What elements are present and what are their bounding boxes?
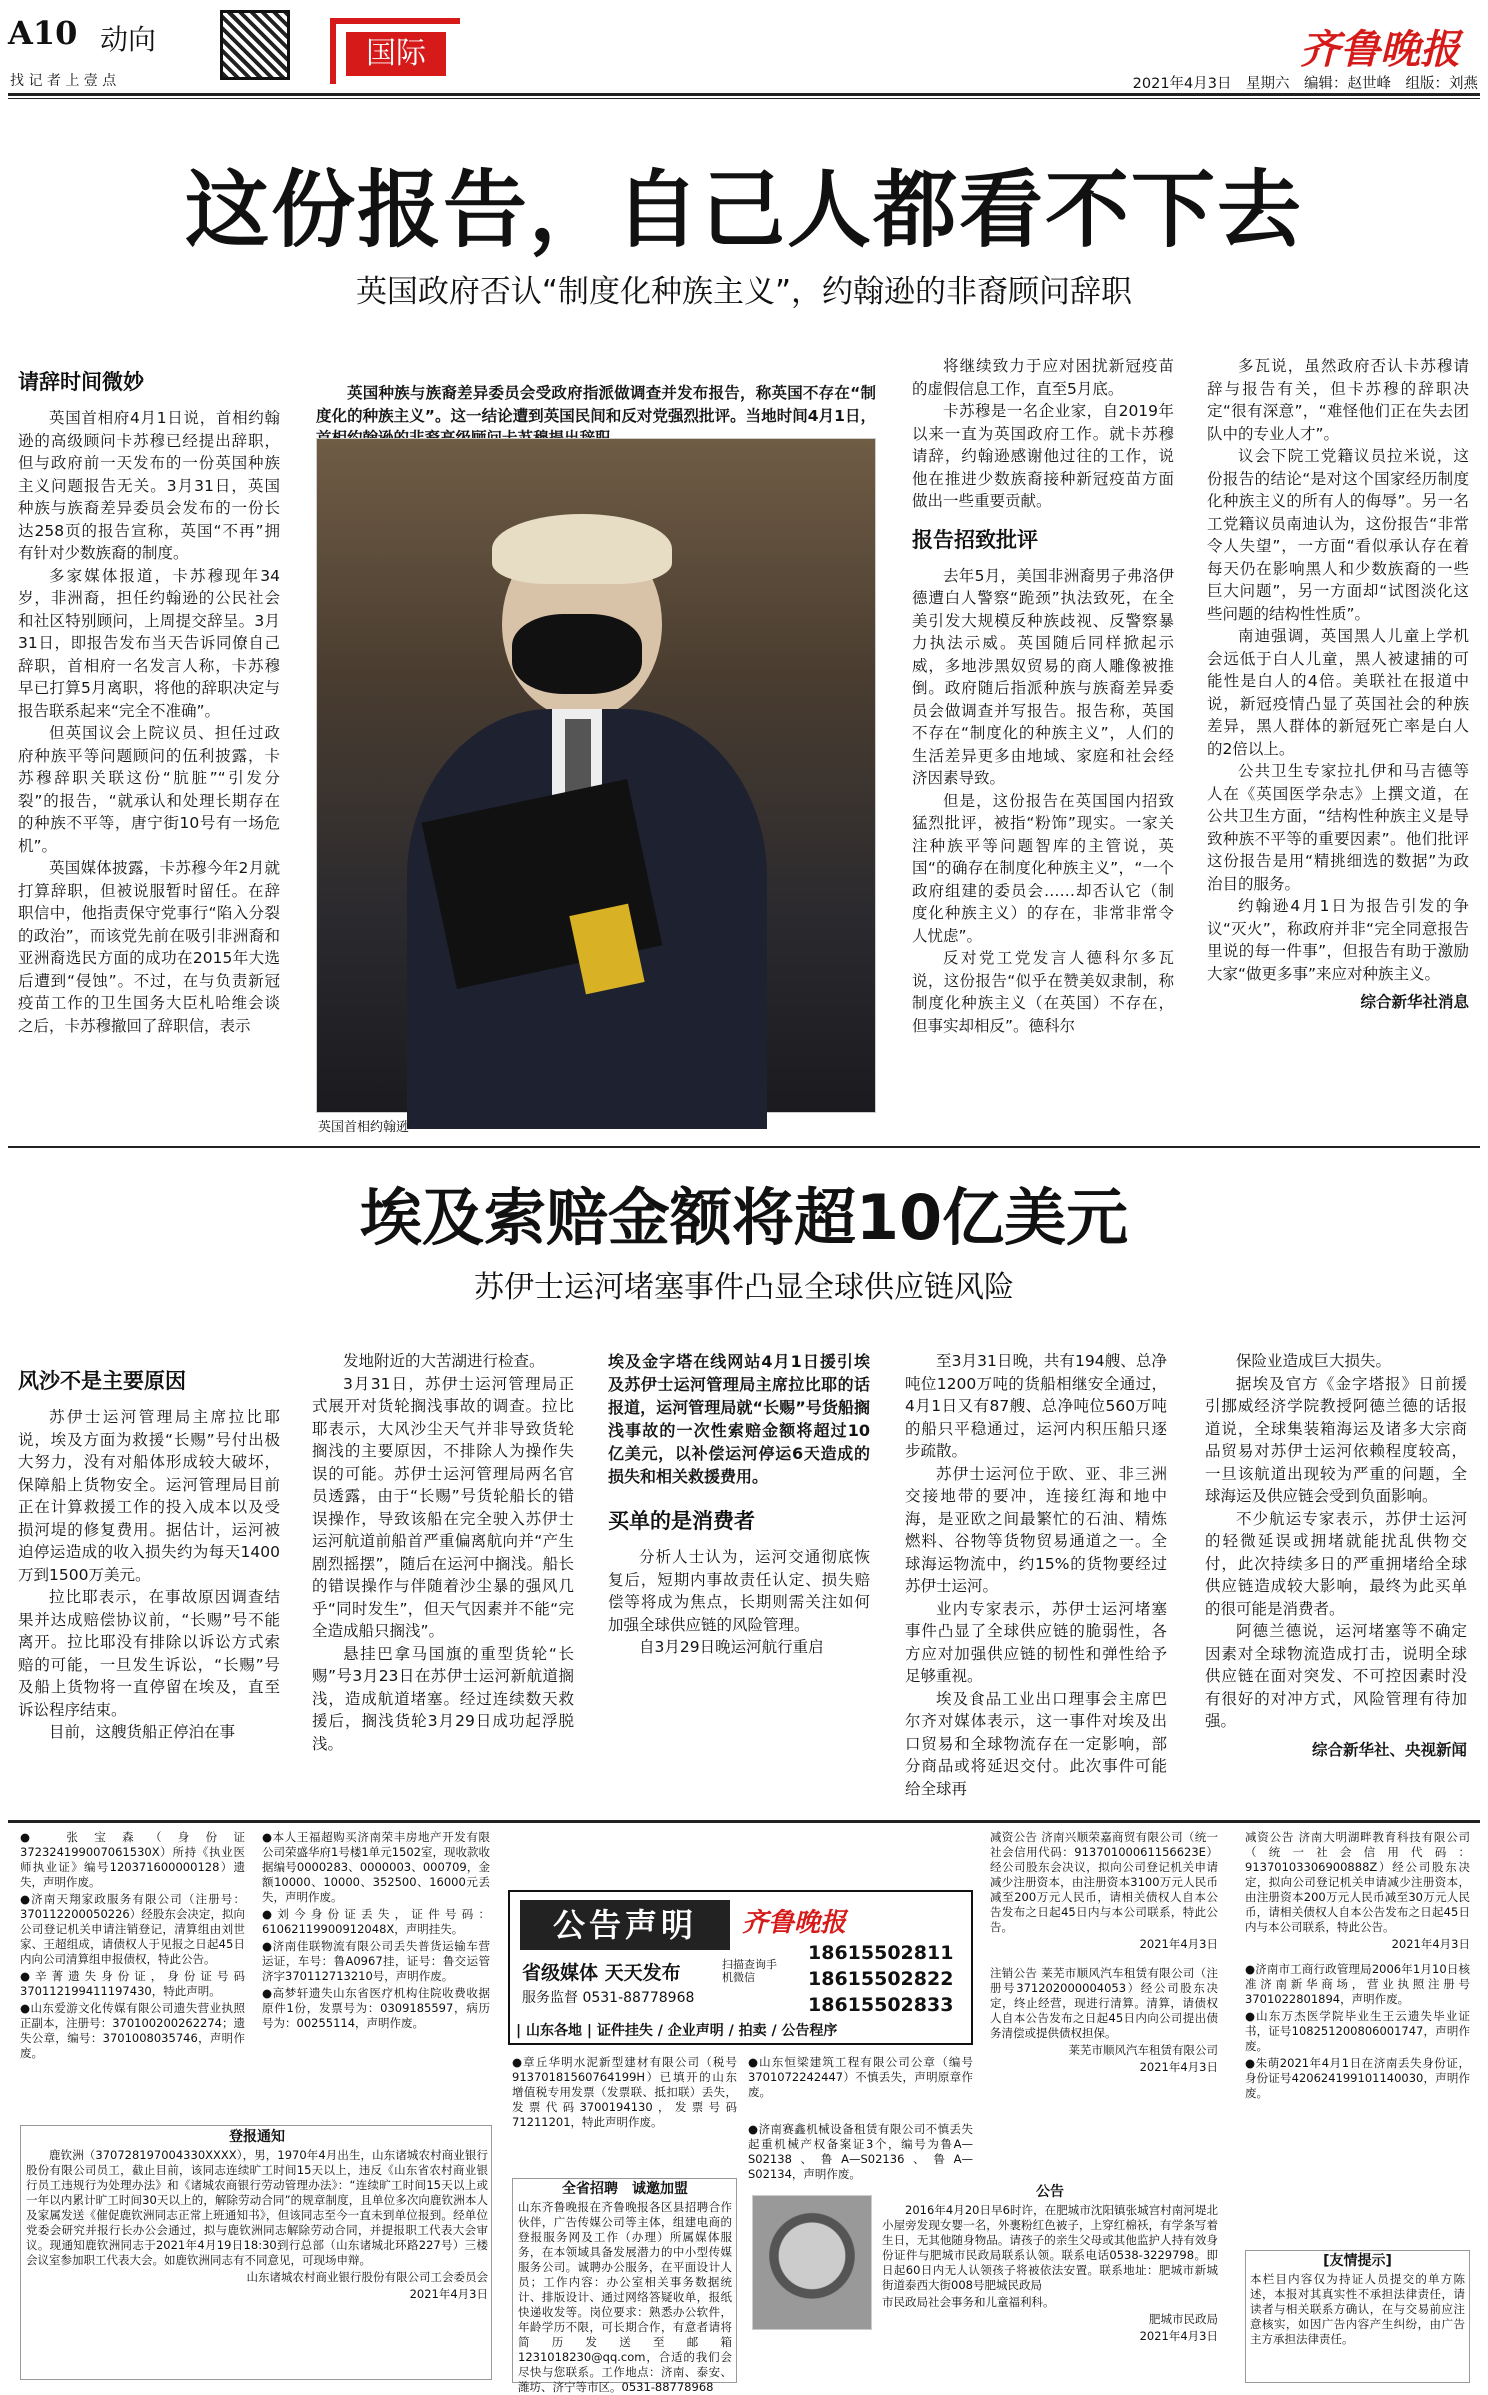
column-heading: 买单的是消费者 [608, 1509, 755, 1533]
friendly-tips: [友情提示] 本栏目内容仅为持证人员提交的单方陈述，本报对其真实性不承担法律责任，请读者与相关联系方确认，在与交易前应注意核实，如因广告内容产生纠纷，由广告主方承担法律责任。 [1250, 2253, 1465, 2346]
classified-column-6: 减资公告 济南大明湖畔教育科技有限公司（统一社会信用代码：91370103306900888Z）经公司股东决定，拟向公司登记机关申请减少注册资本，由注册资本200万元人民币减至30万元人民币，请相关债权人自本公告发布之日起45日内与本公司联系，特此公告。 2021年4月3日 ●济南市工商行政管理局2006年1月10日核准济南新华商场，营业执照注册号3701022801894，声明作废。 ●山东万杰医学院毕业生王云遗失毕业证书，证号108251200806001747，声明作废。 ●朱萌2021年4月1日在济南丢失身份证，身份证号420624199101140030，声明作废。 [1245, 1830, 1470, 2100]
article1-column-1: 请辞时间微妙 英国首相府4月1日说，首相约翰逊的高级顾问卡苏穆已经提出辞职，但与政府前一天发布的一份英国种族主义问题报告无关。3月31日，英国种族与族裔差异委员会发布的一份长达258页的报告宣称，英国“不再”拥有针对少数族裔的制度。 多家媒体报道，卡苏穆现年34岁，非洲裔，担任约翰逊的公民社会和社区特别顾问，上周提交辞呈。3月31日，即报告发布当天告诉同僚自己辞职，首相府一名发言人称，卡苏穆早已打算5月离职，将他的辞职决定与报告联系起来“完全不准确”。 但英国议会上院议员、担任过政府种族平等问题顾问的伍利披露，卡苏穆辞职关联这份“肮脏”“引发分裂”的报告，“就承认和处理长期存在的种族不平等，唐宁街10号有一场危机”。 英国媒体披露，卡苏穆今年2月就打算辞职，但被说服暂时留任。在辞职信中，他指责保守党事行“陷入分裂的政治”，而该党先前在吸引非洲裔和亚洲裔选民方面的成功在2015年大选后遭到“侵蚀”。不过，在与负责新冠疫苗工作的卫生国务大臣札哈维会谈之后，卡苏穆撤回了辞职信，表示 [18, 365, 280, 1135]
masthead-divider [8, 93, 1480, 96]
notice-phone-1: 18615502811 [808, 1942, 954, 1964]
photo-caption: 英国首相约翰逊 [318, 1120, 410, 1135]
article2-headline: 埃及索赔金额将超10亿美元 [359, 1181, 1129, 1254]
notice-services: | 山东各地 | 证件挂失 / 企业声明 / 拍卖 / 公告程序 [516, 2023, 838, 2039]
article1-lead: 英国种族与族裔差异委员会受政府指派做调查并发布报告，称英国不存在“制度化的种族主义”。这一结论遭到英国民间和反对党强烈批评。当地时间4月1日， [316, 384, 876, 425]
article2-subhead: 苏伊士运河堵塞事件凸显全球供应链风险 [474, 1270, 1014, 1305]
classified-column-5: 减资公告 济南兴顺荣嘉商贸有限公司（统一社会信用代码：91370100061156623E）经公司股东会决议，拟向公司登记机关申请减少注册资本，由注册资本3100万元人民币减至200万元人民币，请相关债权人自本公告发布之日起45日内与本公司联系，特此公告。 2021年4月3日 注销公告 莱芜市顺风汽车租赁有限公司（注册号371202000004053）经公司股东决定，终止经营，现进行清算。清算，请债权人自本公告发布之日起45日内向公司提出债务清偿或提供债权担保。 莱芜市顺风汽车租赁有限公司 2021年4月3日 [990, 1830, 1218, 2074]
article1-headline: 这份报告，自己人都看不下去 [184, 161, 1303, 259]
newspaper-logo: 齐鲁晚报 [1300, 26, 1460, 73]
article2-column-5: 保险业造成巨大损失。 据埃及官方《金字塔报》日前援引挪威经济学院教授阿德兰德的话报道说，全球集装箱海运及诸多大宗商品贸易对苏伊士运河依赖程度较高，一旦该航道出现较为严重的问题，全球海运及供应链会受到负面影响。 不少航运专家表示，苏伊士运河的轻微延误或拥堵就能扰乱供物交付，此次持续多日的严重拥堵给全球供应链造成较大影响，最终为此买单的很可能是消费者。 阿德兰德说，运河堵塞等不确定因素对全球物流造成打击，说明全球供应链在面对突发、不可控因素时没有很好的对冲方式，风险管理有待加强。 综合新华社、央视新闻 [1205, 1350, 1467, 1812]
column-heading: 报告招致批评 [912, 527, 1038, 552]
notice-slogan: 省级媒体 天天发布 [522, 1962, 681, 1984]
article2-column-1: 风沙不是主要原因 苏伊士运河管理局主席拉比耶说，埃及方面为救援“长赐”号付出极大努力，没有对船体形成较大破坏，保障船上货物安全。运河管理局目前正在计算救援工作的投入成本以及受损河堤的修复费用。据估计，运河被迫停运造成的收入损失约为每天1400万到1500万美元。 拉比耶表示，在事故原因调查结果并达成赔偿协议前，“长赐”号不能离开。拉比耶没有排除以诉讼方式索赔的可能，一旦发生诉讼，“长赐”号及船上货物将一直停留在埃及，直至诉讼程序结束。 目前，这艘货船正停泊在事 [18, 1364, 280, 1809]
notice-phone-2: 18615502822 [808, 1968, 954, 1990]
public-notice: 公告 2016年4月20日早6时许，在肥城市沈阳镇张城宫村南河堤北小屋旁发现女婴一名，外裹粉红色被子，上穿红棉袄，有学条写着生日，无其他随身物品。请孩子的亲生父母或其他监护人持有效身份证件与肥城市民政局联系认领。联系电话0538-3229798。即日起60日内无人认领孩子将被依法安置。联系地址：肥城市新城街道泰西大街008号肥城民政局 市民政局社会事务和儿童福利科。 肥城市民政局 2021年4月3日 [882, 2184, 1218, 2343]
recruit-ad: 全省招聘 诚邀加盟 山东齐鲁晚报在齐鲁晚报各区县招聘合作伙伴，广告传媒公司等主体，组建电商的登报服务网及工作（办理）所属媒体服务，在本领域具备发展潜力的中小型传媒服务公司。诚聘办公服务，在平面设计人员；工作内容：办公室相关事务数据统计、排版设计、通过网络答疑收单，报纸快递收发等。岗位要求：熟悉办公软件，年龄学历不限，可长期合作，有意者请将简历发送至邮箱1231018230@qq.com，合适的我们会尽快与您联系。工作地点：济南、泰安、潍坊、济宁等市区。0531-88778968 [518, 2181, 732, 2394]
classified-column-3: ●章丘华明水泥新型建材有限公司（税号91370181560764199H）已填开的山东增值税专用发票（发票联、抵扣联）丢失，发票代码3700194130，发票号码71211201，特此声明作废。 [512, 2055, 737, 2129]
section-tab-label: 国际 [346, 32, 446, 76]
notice-hotline: 服务监督 0531-88778968 [522, 1990, 695, 2006]
article1-subhead: 英国政府否认“制度化种族主义”，约翰逊的非裔顾问辞职 [355, 274, 1133, 310]
summary-box: 埃及金字塔在线网站4月1日援引埃及苏伊士运河管理局主席拉比耶的话报道，运河管理局就“长赐”号货船搁浅事故的一次性索赔金额将超过10亿美元，以补偿运河停运6天造成的损失和相关救援费用。 [608, 1352, 870, 1486]
notice-phone-3: 18615502833 [808, 1994, 954, 2016]
article-divider [8, 1146, 1480, 1148]
article2-column-4: 至3月31日晚，共有194艘、总净吨位1200万吨的货船相继安全通过，4月1日又有87艘、总净吨位560万吨的船只平稳通过，运河内积压船只逐步疏散。 苏伊士运河位于欧、亚、非三洲交接地带的要冲，连接红海和地中海，是亚欧之间最繁忙的石油、精炼燃料、谷物等货物贸易通道之一。全球海运物流中，约15%的货物要经过苏伊士运河。 业内专家表示，苏伊士运河堵塞事件凸显了全球供应链的脆弱性，各方应对加强供应链的韧性和弹性给予足够重视。 埃及食品工业出口理事会主席巴尔齐对媒体表示，这一事件对埃及出口贸易和全球物流存在一定影响，部分商品或将延迟交付。此次事件可能给全球再 [905, 1352, 1167, 1798]
article1-column-4: 多瓦说，虽然政府否认卡苏穆请辞与报告有关，但卡苏穆的辞职决定“很有深意”，“难怪他们正在失去团队中的专业人才”。 议会下院工党籍议员拉米说，这份报告的结论“是对这个国家经历制度化种族主义的所有人的侮辱”。另一名工党籍议员南迪认为，这份报告“非常令人失望”，一方面“看似承认存在着每天仍在影响黑人和少数族裔的一些巨大问题”，另一方面却“试图淡化这些问题的结构性性质”。 南迪强调，英国黑人儿童上学机会远低于白人儿童，黑人被逮捕的可能性是白人的4倍。美联社在报道中说，新冠疫情凸显了英国社会的种族差异，黑人群体的新冠死亡率是白人的2倍以上。 公共卫生专家拉扎伊和马吉德等人在《英国医学杂志》上撰文道，在公共卫生方面，“结构性种族主义是导致种族不平等的重要因素”。他们批评这份报告是用“精挑细选的数据”为政治目的服务。 约翰逊4月1日为报告引发的争议“灭火”，称政府并非“完全同意报告里说的每一件事”，但报告有助于激励大家“做更多事”来应对种族主义。 综合新华社消息 [1207, 355, 1469, 1140]
classified-column-1: ● 张宝森（身份证372324199007061530X）所持《执业医师执业证》编号120371600000128）遗失，声明作废。 ●济南天翔家政服务有限公司（注册号：370112200050226）经股东会决定，拟向公司登记机关申请注销登记，清算组由刘世家、王超组成，请债权人于见报之日起45日内向公司清算组申报债权，特此公告。 ●辛菁遗失身份证，身份证号码370112199411197430，特此声明。 ●山东爱游文化传媒有限公司遗失营业执照正副本，注册号：370100200262274；遗失公章，编号：3701008035746，声明作废。 [20, 1830, 245, 2060]
column-heading: 请辞时间微妙 [18, 370, 144, 394]
page-number: A10 [8, 14, 78, 52]
article2-credit: 综合新华社、央视新闻 [1311, 1740, 1467, 1759]
qr-code-icon [220, 10, 290, 80]
tagline: 找 记 者 上 壹 点 [10, 73, 117, 89]
article2-column-3: 埃及金字塔在线网站4月1日援引埃及苏伊士运河管理局主席拉比耶的话报道，运河管理局就“长赐”号货船搁浅事故的一次性索赔金额将超过10亿美元，以补偿运河停运6天造成的损失和相关救援费用。 买单的是消费者 分析人士认为，运河交通彻底恢复后，短期内事故责任认定、损失赔偿等将成为焦点，长期则需关注如何加强全球供应链的风险管理。 自3月29日晚运河航行重启 [608, 1352, 870, 1656]
johnson-photo [316, 438, 876, 1113]
article2-column-2: 发地附近的大苦湖进行检查。 3月31日，苏伊士运河管理局正式展开对货轮搁浅事故的调查。拉比耶表示，大风沙尘天气并非导致货轮搁浅的主要原因，不排除人为操作失误的可能。苏伊士运河管理局两名官员透露，由于“长赐”号货轮船长的错误操作，导致该船在完全驶入苏伊士运河航道前船首严重偏离航向并“产生剧烈摇摆”，随后在运河中搁浅。船长的错误操作与伴随着沙尘暴的强风几乎“同时发生”，但天气因素并不能“完全造成船只搁浅”。 悬挂巴拿马国旗的重型货轮“长赐”号3月23日在苏伊士运河新航道搁浅，造成航道堵塞。经过连续数天救援后，搁浅货轮3月29日成功起浮脱浅。 [312, 1352, 574, 1753]
article1-column-3: 将继续致力于应对困扰新冠疫苗的虚假信息工作，直至5月底。 卡苏穆是一名企业家，自2019年以来一直为英国政府工作。就卡苏穆请辞，约翰逊感谢他过往的工作，说他在推进少数族裔接种新冠疫苗方面做出一些重要贡献。 报告招致批评 去年5月，美国非洲裔男子弗洛伊德遭白人警察“跪颈”执法致死，在全美引发大规模反种族歧视、反警察暴力执法示威。英国随后同样掀起示威，多地涉黑奴贸易的商人雕像被推倒。政府随后指派种族与族裔差异委员会做调查并写报告。报告称，英国不存在“制度化的种族主义”，人们的生活差异更多由地域、家庭和社会经济因素导致。 但是，这份报告在英国国内招致猛烈批评，被指“粉饰”现实。一家关注种族平等问题智库的主管说，英国“的确存在制度化种族主义”，“一个政府组建的委员会……却否认它（制度化种族主义）的存在，非常非常令人忧虑”。 反对党工党发言人德科尔多瓦说，这份报告“似乎在赞美奴隶制，称制度化种族主义（在英国）不存在，但事实却相反”。德科尔 [912, 357, 1174, 1035]
infant-photo [752, 2195, 872, 2330]
masthead-divider-thin [8, 98, 1480, 99]
notice-banner-title: 公告声明 [520, 1900, 730, 1950]
article1-credit: 综合新华社消息 [1360, 993, 1469, 1011]
classified-column-2: ●本人王福超购买济南荣丰房地产开发有限公司荣盛华府1号楼1单元1502室，现收款收据编号0000283、0000003、000709，金额10000、10000、352500、16000元丢失，声明作废。 ●刘今身份证丢失，证件号码：61062119900912048X，声明挂失。 ●济南佳联物流有限公司丢失普货运输车营运证，车号：鲁A0967挂，证号：鲁交运管济字370112713210号，声明作废。 ●高梦轩遗失山东省医疗机构住院收费收据原件1份，发票号为：0309185597，病历号为：00255114，声明作废。 [262, 1830, 490, 2030]
column-heading: 风沙不是主要原因 [18, 1369, 186, 1393]
classifieds-divider [8, 1820, 1480, 1823]
registration-notice: 登报通知 鹿钦洲（370728197004330XXXX），男，1970年4月出生，山东诸城农村商业银行股份有限公司员工，截止目前，该同志连续旷工时间15天以上，违反《山东省农村商业银行员工违规行为处理办法》和《诸城农商银行劳动管理办法》：“连续旷工时间15天以上或一年以内累计旷工时间30天以上的，解除劳动合同”的规章制度，且单位多次向鹿钦洲本人及家属发送《催促鹿钦洲同志正常上班通知书》，但该同志至今一直未到单位报到。经单位党委会研究并报行长办公会通过，拟与鹿钦洲同志解除劳动合同，并提报职工代表大会审议。现通知鹿钦洲同志于2021年4月19日18:30到行总部（山东诸城北环路227号）三楼会议室参加职工代表大会。如鹿钦洲同志有不同意见，可现场申辩。 山东诸城农村商业银行股份有限公司工会委员会 2021年4月3日 [26, 2129, 488, 2301]
notice-qr-hint: 扫描查询手机微信 [722, 1958, 777, 1984]
notice-banner-logo: 齐鲁晚报 [742, 1908, 847, 1938]
classified-column-4: ●山东恒梁建筑工程有限公司公章（编号3701072242447）不慎丢失，声明原章作废。 ●济南赛鑫机械设备租赁有限公司不慎丢失起重机械产权备案证3个，编号为鲁A—S02138、鲁A—S02136、鲁A—S02134，声明作废。 [748, 2055, 973, 2181]
section-name: 动向 [100, 23, 157, 56]
date-line: 2021年4月3日 星期六 编辑：赵世峰 组版：刘燕 [1132, 76, 1478, 92]
